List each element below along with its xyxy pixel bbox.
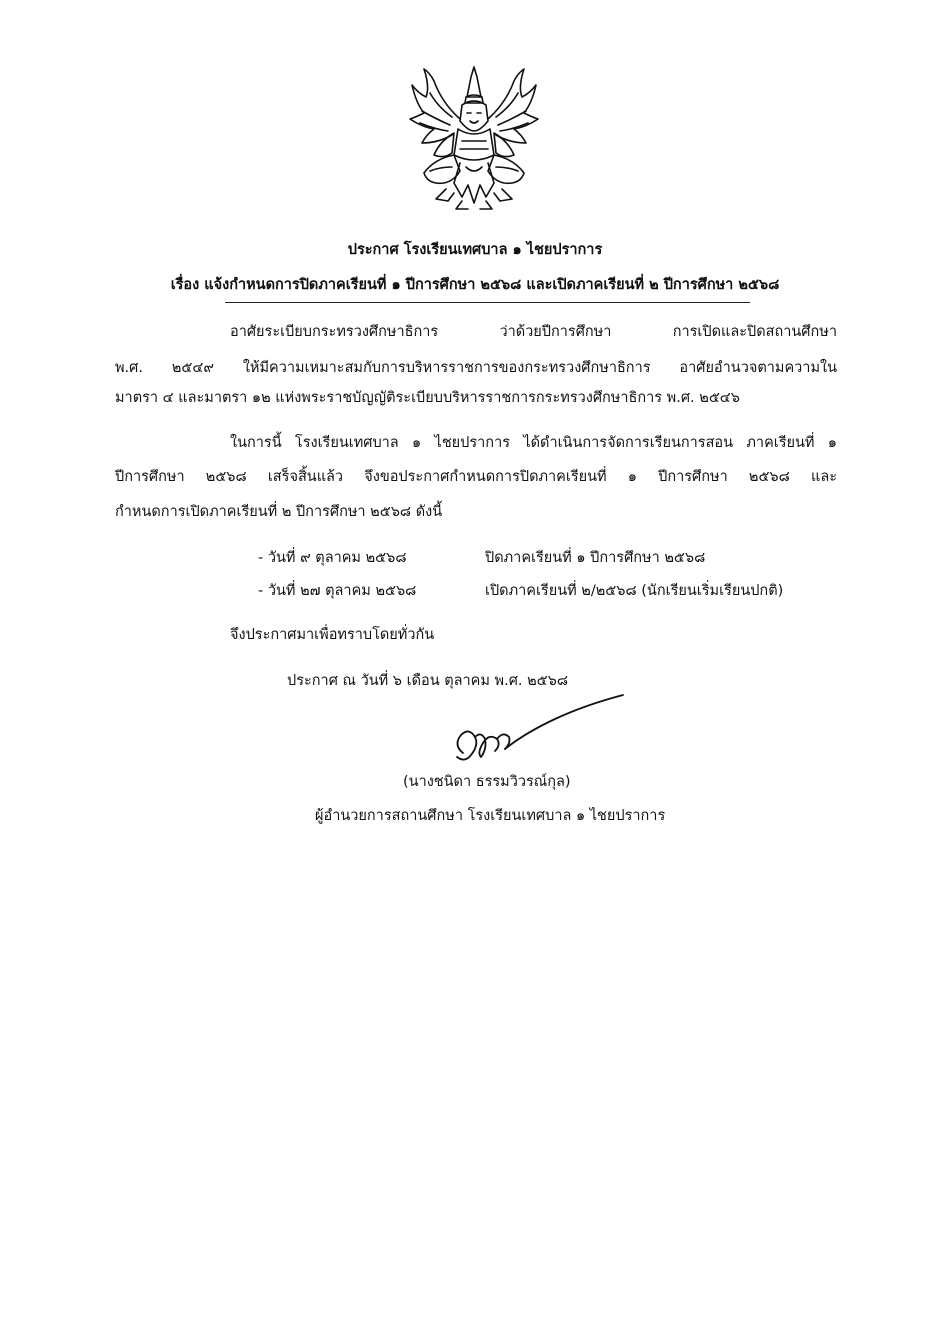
paragraph-1-line-3: มาตรา ๔ และมาตรา ๑๒ แห่งพระราชบัญญัติระเบียบบริหารราชการกระทรวงศึกษาธิการ พ.ศ. ๒๕๔๖ [115,390,740,406]
announcement-subject: เรื่อง แจ้งกำหนดการปิดภาคเรียนที่ ๑ ปีการศึกษา ๒๕๖๘ และเปิดภาคเรียนที่ ๒ ปีการศึกษา ๒๕๖๘ [170,277,780,293]
paragraph-2-line-2: ปีการศึกษา ๒๕๖๘ เสร็จสิ้นแล้ว จึงขอประกาศกำหนดการปิดภาคเรียนที่ ๑ ปีการศึกษา ๒๕๖๘ และ [115,469,837,485]
signatory-name: (นางชนิดา ธรรมวิวรณ์กุล) [403,774,571,790]
schedule-detail-2: เปิดภาคเรียนที่ ๒/๒๕๖๘ (นักเรียนเริ่มเรียนปกติ) [485,583,784,599]
schedule-detail-1: ปิดภาคเรียนที่ ๑ ปีการศึกษา ๒๕๖๘ [485,550,706,566]
schedule-date-2: - วันที่ ๒๗ ตุลาคม ๒๕๖๘ [258,583,417,599]
signature-mark [445,693,630,768]
garuda-emblem-icon [404,63,544,211]
paragraph-2-line-1: ในการนี้ โรงเรียนเทศบาล ๑ ไชยปราการ ได้ดำเนินการจัดการเรียนการสอน ภาคเรียนที่ ๑ [230,435,837,451]
closing-statement: จึงประกาศมาเพื่อทราบโดยทั่วกัน [230,627,435,643]
announcement-date: ประกาศ ณ วันที่ ๖ เดือน ตุลาคม พ.ศ. ๒๕๖๘ [287,673,569,689]
paragraph-1-line-2: พ.ศ. ๒๕๔๙ ให้มีความเหมาะสมกับการบริหารราชการของกระทรวงศึกษาธิการ อาศัยอำนวจตามความใน [115,360,837,376]
announcement-title: ประกาศ โรงเรียนเทศบาล ๑ ไชยปราการ [347,242,603,258]
schedule-date-1: - วันที่ ๙ ตุลาคม ๒๕๖๘ [258,550,407,566]
paragraph-1-line-1: อาศัยระเบียบกระทรวงศึกษาธิการ ว่าด้วยปีการศึกษา การเปิดและปิดสถานศึกษา [230,324,837,340]
paragraph-2-line-3: กำหนดการเปิดภาคเรียนที่ ๒ ปีการศึกษา ๒๕๖๘ ดังนี้ [115,504,443,520]
signatory-position: ผู้อำนวยการสถานศึกษา โรงเรียนเทศบาล ๑ ไชยปราการ [315,808,666,824]
title-divider [225,302,750,303]
